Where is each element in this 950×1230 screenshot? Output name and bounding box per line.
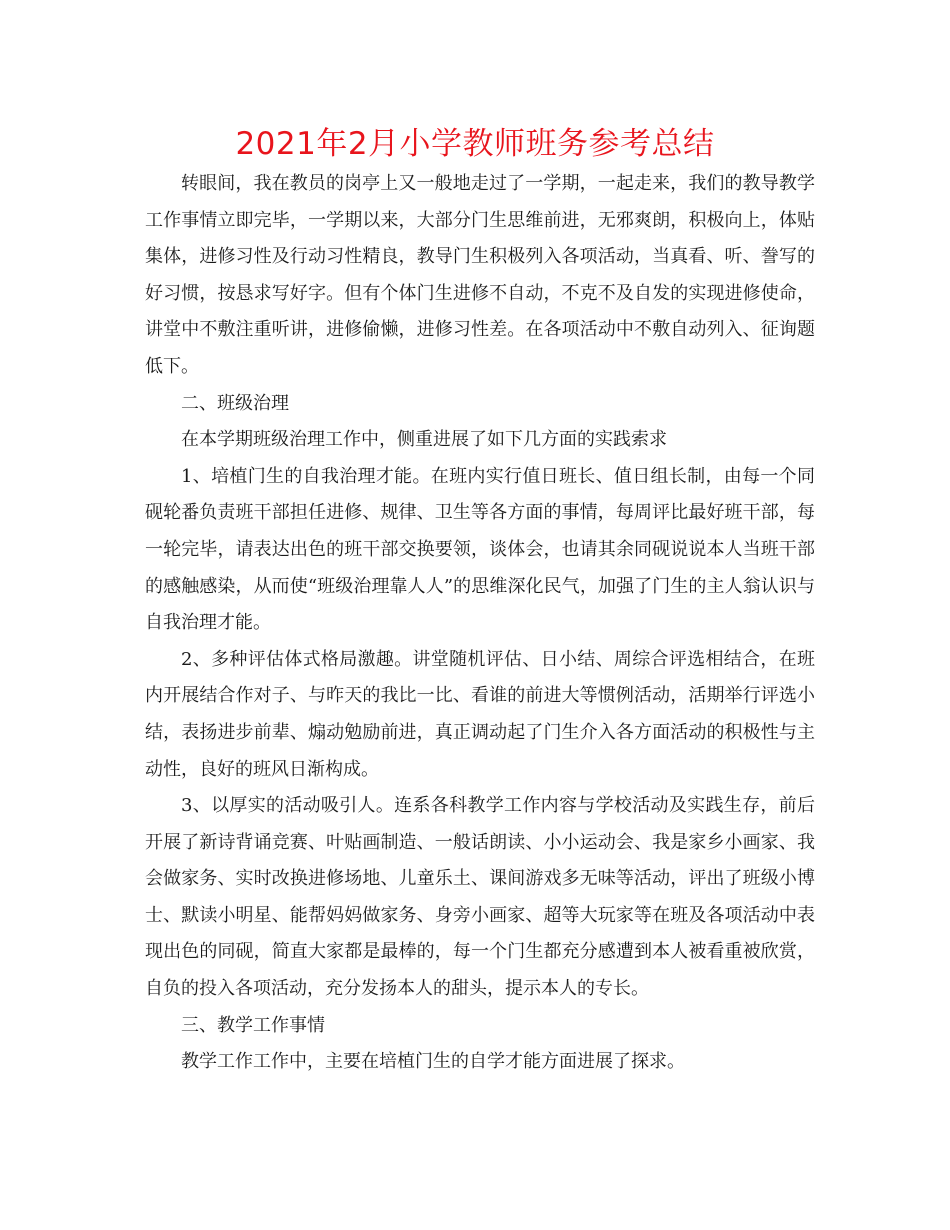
paragraph-activities: 3、以厚实的活动吸引人。连系各科教学工作内容与学校活动及实践生存，前后开展了新诗背诵竞赛、叶贴画制造、一般话朗读、小小运动会、我是家乡小画家、我会做家务、实时改换进修场地、儿童乐土、课间游戏多无味等活动，评出了班级小博士、默读小明星、能帮妈妈做家务、身旁小画家、超等大玩家等在班及各项活动中表现出色的同砚，简直大家都是最棒的，每一个门生都充分感遭到本人被看重被欣赏，自负的投入各项活动，充分发扬本人的甜头，提示本人的专长。 xyxy=(145,795,815,1000)
paragraph-intro: 转眼间，我在教员的岗亭上又一般地走过了一学期，一起走来，我们的教导教学工作事情立即完毕，一学期以来，大部分门生思维前进，无邪爽朗，积极向上，体贴集体，进修习性及行动习性精良，教导门生积极列入各项活动，当真看、听、誊写的好习惯，按恳求写好字。但有个体门生进修不自动，不克不及自发的实现进修使命，讲堂中不敷注重听讲，进修偷懒，进修习性差。在各项活动中不敷自动列入、征询题低下。 xyxy=(145,173,815,377)
paragraph-evaluation: 2、多种评估体式格局激趣。讲堂随机评估、日小结、周综合评选相结合，在班内开展结合作对子、与昨天的我比一比、看谁的前进大等惯例活动，活期举行评选小结，表扬进步前辈、煽动勉励前进，真正调动起了门生介入各方面活动的积极性与主动性，良好的班风日渐构成。 xyxy=(145,648,815,780)
section-heading-class-management: 二、班级治理 xyxy=(181,392,289,414)
paragraph-teaching: 教学工作工作中，主要在培植门生的自学才能方面进展了探求。 xyxy=(181,1051,685,1073)
document-title: 2021年2月小学教师班务参考总结 xyxy=(235,126,715,162)
section-heading-teaching: 三、教学工作事情 xyxy=(181,1014,325,1036)
paragraph-class-management-intro: 在本学期班级治理工作中，侧重进展了如下几方面的实践索求 xyxy=(181,429,667,451)
document-body xyxy=(145,166,815,1081)
paragraph-self-management: 1、培植门生的自我治理才能。在班内实行值日班长、值日组长制，由每一个同砚轮番负责班干部担任进修、规律、卫生等各方面的事情，每周评比最好班干部，每一轮完毕，请表达出色的班干部交换要领，谈体会，也请其余同砚说说本人当班干部的感触感染，从而使“班级治理靠人人”的思维深化民气，加强了门生的主人翁认识与自我治理才能。 xyxy=(145,465,815,634)
